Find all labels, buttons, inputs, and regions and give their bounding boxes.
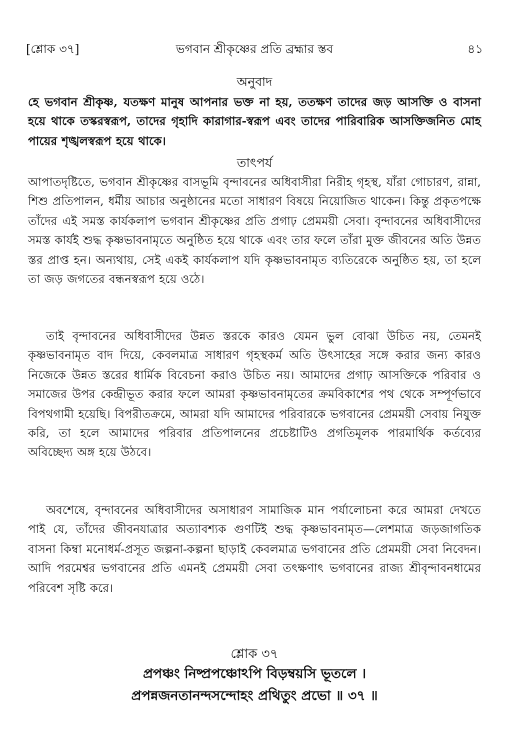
verse-title: শ্লোক ৩৭ [230,647,279,662]
header-chapter-title: ভগবান শ্রীকৃষ্ণের প্রতি ব্রহ্মার স্তব [175,42,334,56]
translation-heading: অনুবাদ [236,74,273,89]
verse-line-2: প্রপন্নজনতানন্দসন্দোহং প্রথিতুং প্রভো ॥ ৩৭ ॥ [131,688,378,704]
purport-paragraph-1: আপাতদৃষ্টিতে, ভগবান শ্রীকৃষ্ণের বাসভূমি বৃন্দাবনের অধিবাসীরা নিরীহ গৃহস্থ, যাঁরা গোচারণ, রান্না, শিশু প্রতিপালন, ধর্মীয় আচার অনুষ্ঠানের মতো সাধারণ বিষয়ে নিয়োজিত থাকেন। কিন্তু প্রকৃতপক্ষে তাঁদের এই সমস্ত কার্যকলাপ ভগবান শ্রীকৃষ্ণের প্রতি প্রগাঢ় প্রেমময়ী সেবা। বৃন্দাবনের অধিবাসীদের সমস্ত কার্যই শুদ্ধ কৃষ্ণভাবনামৃতে অনুষ্ঠিত হয়ে থাকে এবং তার ফলে তাঁরা মুক্ত জীবনের অতি উন্নত স্তর প্রাপ্ত হন। অন্যথায়, সেই একই কার্যকলাপ যদি কৃষ্ণভাবনামৃত ব্যতিরেকে অনুষ্ঠিত হয়, তা হলে তা জড় জগতের বন্ধনস্বরূপ হয়ে ওঠে। [28,175,481,287]
verse-line-1: প্রপঞ্চং নিষ্প্রপঞ্চোঽপি বিড়ম্বয়সি ভূতলে । [142,666,367,682]
purport-heading: তাৎপর্য [236,155,273,170]
page-header [26,40,483,58]
header-verse-ref: [শ্লোক ৩৭] [26,42,80,56]
translation-text: হে ভগবান শ্রীকৃষ্ণ, যতক্ষণ মানুষ আপনার ভক্ত না হয়, ততক্ষণ তাদের জড় আসক্তি ও বাসনা হয়ে থাকে তস্করস্বরূপ, তাদের গৃহাদি কারাগার-স্বরূপ এবং তাদের পারিবারিক আসক্তিজনিত মোহ পায়ের শৃঙ্খলস্বরূপ হয়ে থাকে। [28,95,481,148]
page-number: ৪১ [467,42,483,56]
purport-paragraph-3: অবশেষে, বৃন্দাবনের অধিবাসীদের অসাধারণ সামাজিক মান পর্যালোচনা করে আমরা দেখতে পাই যে, তাঁদের জীবনযাত্রার অত্যাবশ্যক গুণটিই শুদ্ধ কৃষ্ণভাবনামৃত—লেশমাত্র জড়জাগতিক বাসনা কিম্বা মনোধর্ম-প্রসূত জল্পনা-কল্পনা ছাড়াই কেবলমাত্র ভগবানের প্রতি প্রেমময়ী সেবা নিবেদন। আদি পরমেশ্বর ভগবানের প্রতি এমনই প্রেমময়ী সেবা তৎক্ষণাৎ ভগবানের রাজ্য শ্রীবৃন্দাবনধামের পরিবেশ সৃষ্টি করে। [28,503,481,595]
purport-paragraph-2: তাই বৃন্দাবনের অধিবাসীদের উন্নত স্তরকে কারও যেমন ভুল বোঝা উচিত নয়, তেমনই কৃষ্ণভাবনামৃত বাদ দিয়ে, কেবলমাত্র সাধারণ গৃহস্থকর্ম অতি উৎসাহের সঙ্গে করার জন্য কারও নিজেকে উন্নত স্তরের ধার্মিক বিবেচনা করাও উচিত নয়। আমাদের প্রগাঢ় আসক্তিকে পরিবার ও সমাজের উপর কেন্দ্রীভূত করার ফলে আমরা কৃষ্ণভাবনামৃতের ক্রমবিকাশের পথ থেকে সম্পূর্ণভাবে বিপথগামী হয়েছি। বিপরীতক্রমে, আমরা যদি আমাদের পরিবারকে ভগবানের প্রেমময়ী সেবায় নিযুক্ত করি, তা হলে আমাদের পরিবার প্রতিপালনের প্রচেষ্টাটিও প্রগতিমূলক পারমার্থিক কর্তব্যের অবিচ্ছেদ্য অঙ্গ হয়ে উঠবে। [28,329,481,460]
